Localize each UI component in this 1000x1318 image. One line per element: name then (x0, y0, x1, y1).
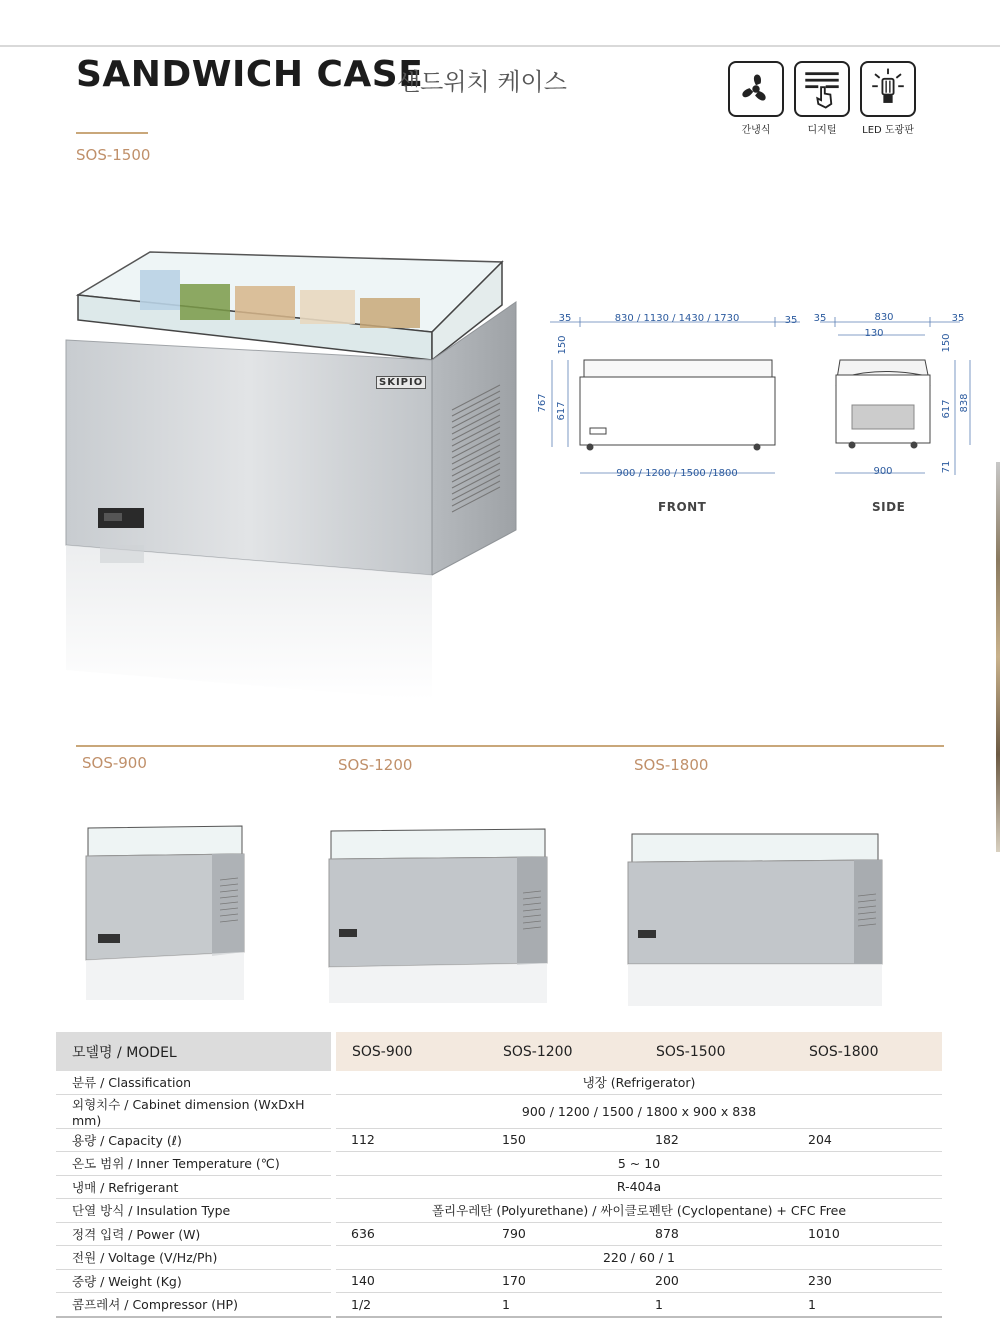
side-dim-base: 71 (941, 460, 952, 474)
spec-row-compressor (56, 1293, 942, 1317)
side-dim-body: 617 (941, 399, 952, 419)
spec-row-refrigerant (56, 1175, 942, 1199)
spec-row-value: R-404a (336, 1175, 942, 1199)
spec-cell: 204 (793, 1128, 942, 1152)
spec-cell: 790 (487, 1222, 640, 1246)
spec-cell: 200 (640, 1269, 793, 1293)
side-view-caption: SIDE (872, 500, 906, 514)
spec-row-label: 콤프레셔 / Compressor (HP) (56, 1293, 331, 1317)
spec-header-model: SOS-900 (336, 1032, 487, 1071)
main-model-label: SOS-1500 (76, 146, 151, 164)
digital-display-icon (794, 61, 850, 117)
variants-divider (76, 745, 944, 747)
spec-row-temperature (56, 1152, 942, 1176)
spec-header-model: SOS-1200 (487, 1032, 640, 1071)
feature-fan (728, 61, 784, 136)
spec-row-weight (56, 1269, 942, 1293)
front-dim-top: 830 / 1130 / 1430 / 1730 (614, 313, 740, 324)
side-dim-inner: 130 (864, 328, 884, 339)
spec-cell: 1 (487, 1293, 640, 1317)
product-photo-sos-1200 (325, 823, 555, 1007)
spec-row-value: 5 ~ 10 (336, 1152, 942, 1176)
front-dim-right: 35 (784, 315, 798, 326)
front-dim-bottom: 900 / 1200 / 1500 /1800 (616, 468, 738, 479)
spec-cell: 1 (793, 1293, 942, 1317)
spec-row-label: 중량 / Weight (Kg) (56, 1269, 331, 1293)
spec-header-model: SOS-1800 (793, 1032, 942, 1071)
variant-label: SOS-1800 (634, 756, 709, 774)
page-edge-strip (996, 462, 1000, 852)
spec-row-power (56, 1222, 942, 1246)
spec-row-label: 용량 / Capacity (ℓ) (56, 1128, 331, 1152)
front-dim-left: 35 (558, 313, 572, 324)
side-dim-total: 838 (959, 393, 970, 413)
spec-row-label: 정격 입력 / Power (W) (56, 1222, 331, 1246)
spec-row-voltage (56, 1246, 942, 1270)
spec-row-dimension (56, 1094, 942, 1128)
product-photo-main (60, 240, 530, 720)
spec-cell: 1010 (793, 1222, 942, 1246)
spec-row-value: 냉장 (Refrigerator) (336, 1071, 942, 1094)
side-dim-glass: 150 (941, 333, 952, 353)
spec-row-value: 900 / 1200 / 1500 / 1800 x 900 x 838 (336, 1094, 942, 1128)
spec-cell: 1/2 (336, 1293, 487, 1317)
side-dim-top: 830 (874, 312, 894, 323)
spec-header-model: SOS-1500 (640, 1032, 793, 1071)
side-dim-bottom: 900 (873, 466, 893, 477)
side-dim-right: 35 (951, 313, 965, 324)
title-underline (76, 132, 148, 134)
brand-logo: SKIPIO (376, 376, 426, 389)
dimension-drawing (530, 305, 990, 485)
spec-row-label: 온도 범위 / Inner Temperature (℃) (56, 1152, 331, 1176)
feature-label: LED 도광판 (862, 125, 914, 136)
front-dim-body: 617 (556, 401, 567, 421)
variant-label: SOS-1200 (338, 756, 413, 774)
spec-cell: 140 (336, 1269, 487, 1293)
front-dim-glass: 150 (557, 335, 568, 355)
spec-cell: 112 (336, 1128, 487, 1152)
spec-header-row (56, 1032, 942, 1071)
spec-row-capacity (56, 1128, 942, 1152)
spec-cell: 150 (487, 1128, 640, 1152)
front-dim-total: 767 (537, 393, 548, 413)
dimension-diagram (530, 305, 990, 485)
spec-cell: 170 (487, 1269, 640, 1293)
spec-row-label: 단열 방식 / Insulation Type (56, 1199, 331, 1223)
spec-row-classification (56, 1071, 942, 1094)
spec-cell: 878 (640, 1222, 793, 1246)
feature-label: 디지털 (807, 125, 837, 136)
spec-table (56, 1032, 942, 1318)
spec-row-value: 220 / 60 / 1 (336, 1246, 942, 1270)
spec-row-value: 폴리우레탄 (Polyurethane) / 싸이클로펜탄 (Cyclopentane) + CFC Free (336, 1199, 942, 1223)
spec-row-label: 냉매 / Refrigerant (56, 1175, 331, 1199)
front-view-caption: FRONT (658, 500, 707, 514)
spec-cell: 636 (336, 1222, 487, 1246)
variant-label: SOS-900 (82, 754, 147, 772)
spec-cell: 1 (640, 1293, 793, 1317)
fan-icon (728, 61, 784, 117)
product-photo-sos-900 (82, 820, 252, 1004)
spec-row-label: 전원 / Voltage (V/Hz/Ph) (56, 1246, 331, 1270)
spec-header-label: 모델명 / MODEL (56, 1032, 331, 1071)
spec-row-insulation (56, 1199, 942, 1223)
side-dim-left: 35 (813, 313, 827, 324)
spec-row-label: 분류 / Classification (56, 1071, 331, 1094)
product-photo-sos-1800 (624, 826, 886, 1010)
page-title-korean: 샌드위치 케이스 (397, 68, 567, 96)
top-divider (0, 45, 1000, 47)
spec-cell: 182 (640, 1128, 793, 1152)
feature-led (860, 61, 916, 136)
feature-label: 간냉식 (741, 125, 771, 136)
led-bulb-icon (860, 61, 916, 117)
spec-row-label: 외형치수 / Cabinet dimension (WxDxH mm) (56, 1094, 331, 1128)
feature-digital (794, 61, 850, 136)
page-title: SANDWICH CASE (76, 54, 424, 95)
spec-cell: 230 (793, 1269, 942, 1293)
